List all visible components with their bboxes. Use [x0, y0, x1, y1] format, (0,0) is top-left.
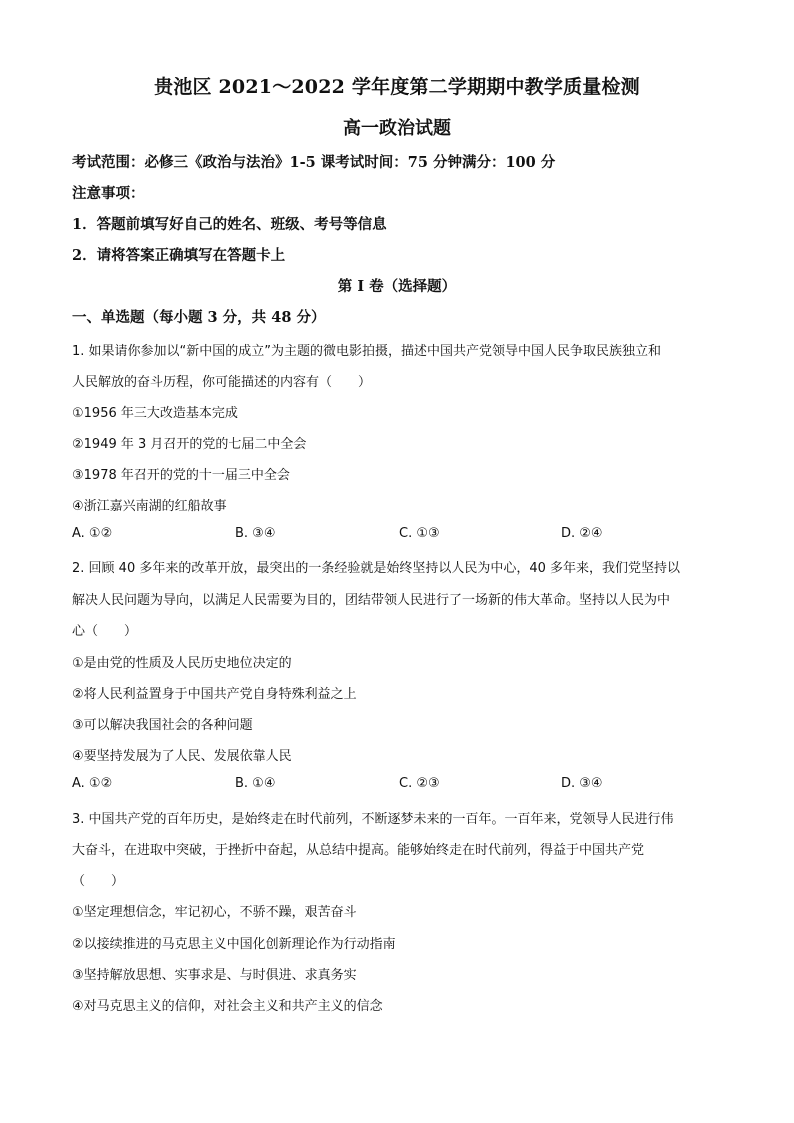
note-item: 2．请将答案正确填写在答题卡上 — [72, 247, 286, 264]
question-item: ③可以解决我国社会的各种问题 — [72, 718, 253, 733]
question-stem-line: （ ） — [72, 874, 125, 889]
question-stem-line: 心（ ） — [72, 624, 138, 639]
question-item: ①坚定理想信念，牢记初心，不骄不躁，艰苦奋斗 — [72, 905, 357, 920]
option-d: D. ②④ — [561, 526, 603, 541]
question-stem-line: 解决人民问题为导向，以满足人民需要为目的，团结带领人民进行了一场新的伟大革命。坚持以人民为中 — [72, 593, 671, 608]
question-item: ②将人民利益置身于中国共产党自身特殊利益之上 — [72, 687, 357, 702]
answer-options — [72, 526, 672, 546]
exam-subtitle: 高一政治试题 — [343, 118, 451, 139]
option-c: C. ②③ — [399, 776, 440, 791]
exam-info: 考试范围：必修三《政治与法治》1-5 课考试时间：75 分钟满分：100 分 — [72, 154, 556, 171]
question-item: ④要坚持发展为了人民、发展依靠人民 — [72, 749, 292, 764]
option-b: B. ①④ — [235, 776, 276, 791]
question-item: ②1949 年 3 月召开的党的七届二中全会 — [72, 437, 307, 452]
notes-title: 注意事项： — [72, 185, 145, 202]
option-a: A. ①② — [72, 526, 113, 541]
question-stem-line: 2. 回顾 40 多年来的改革开放，最突出的一条经验就是始终坚持以人民为中心，40 多年来，我们党坚持以 — [72, 561, 681, 576]
note-item: 1．答题前填写好自己的姓名、班级、考号等信息 — [72, 216, 387, 233]
question-stem-line: 大奋斗，在进取中突破，于挫折中奋起，从总结中提高。能够始终走在时代前列，得益于中国共产党 — [72, 843, 645, 858]
exam-title: 贵池区 2021～2022 学年度第二学期期中教学质量检测 — [154, 76, 640, 98]
section-title: 第 I 卷（选择题） — [337, 278, 457, 295]
option-a: A. ①② — [72, 776, 113, 791]
option-b: B. ③④ — [235, 526, 276, 541]
question-stem-line: 人民解放的奋斗历程，你可能描述的内容有（ ） — [72, 375, 372, 390]
question-item: ④浙江嘉兴南湖的红船故事 — [72, 499, 227, 514]
question-item: ④对马克思主义的信仰，对社会主义和共产主义的信念 — [72, 999, 383, 1014]
option-d: D. ③④ — [561, 776, 603, 791]
option-c: C. ①③ — [399, 526, 440, 541]
question-item: ③1978 年召开的党的十一届三中全会 — [72, 468, 290, 483]
question-stem-line: 1. 如果请你参加以“新中国的成立”为主题的微电影拍摄，描述中国共产党领导中国人民争取民族独立和 — [72, 344, 662, 359]
answer-options — [72, 776, 672, 796]
question-item: ②以接续推进的马克思主义中国化创新理论作为行动指南 — [72, 937, 396, 952]
question-stem-line: 3. 中国共产党的百年历史，是始终走在时代前列，不断逐梦未来的一百年。一百年来，党领导人民进行伟 — [72, 812, 674, 827]
part-title: 一、单选题（每小题 3 分，共 48 分） — [72, 309, 326, 326]
question-item: ③坚持解放思想、实事求是、与时俱进、求真务实 — [72, 968, 357, 983]
question-item: ①1956 年三大改造基本完成 — [72, 406, 238, 421]
question-item: ①是由党的性质及人民历史地位决定的 — [72, 656, 292, 671]
